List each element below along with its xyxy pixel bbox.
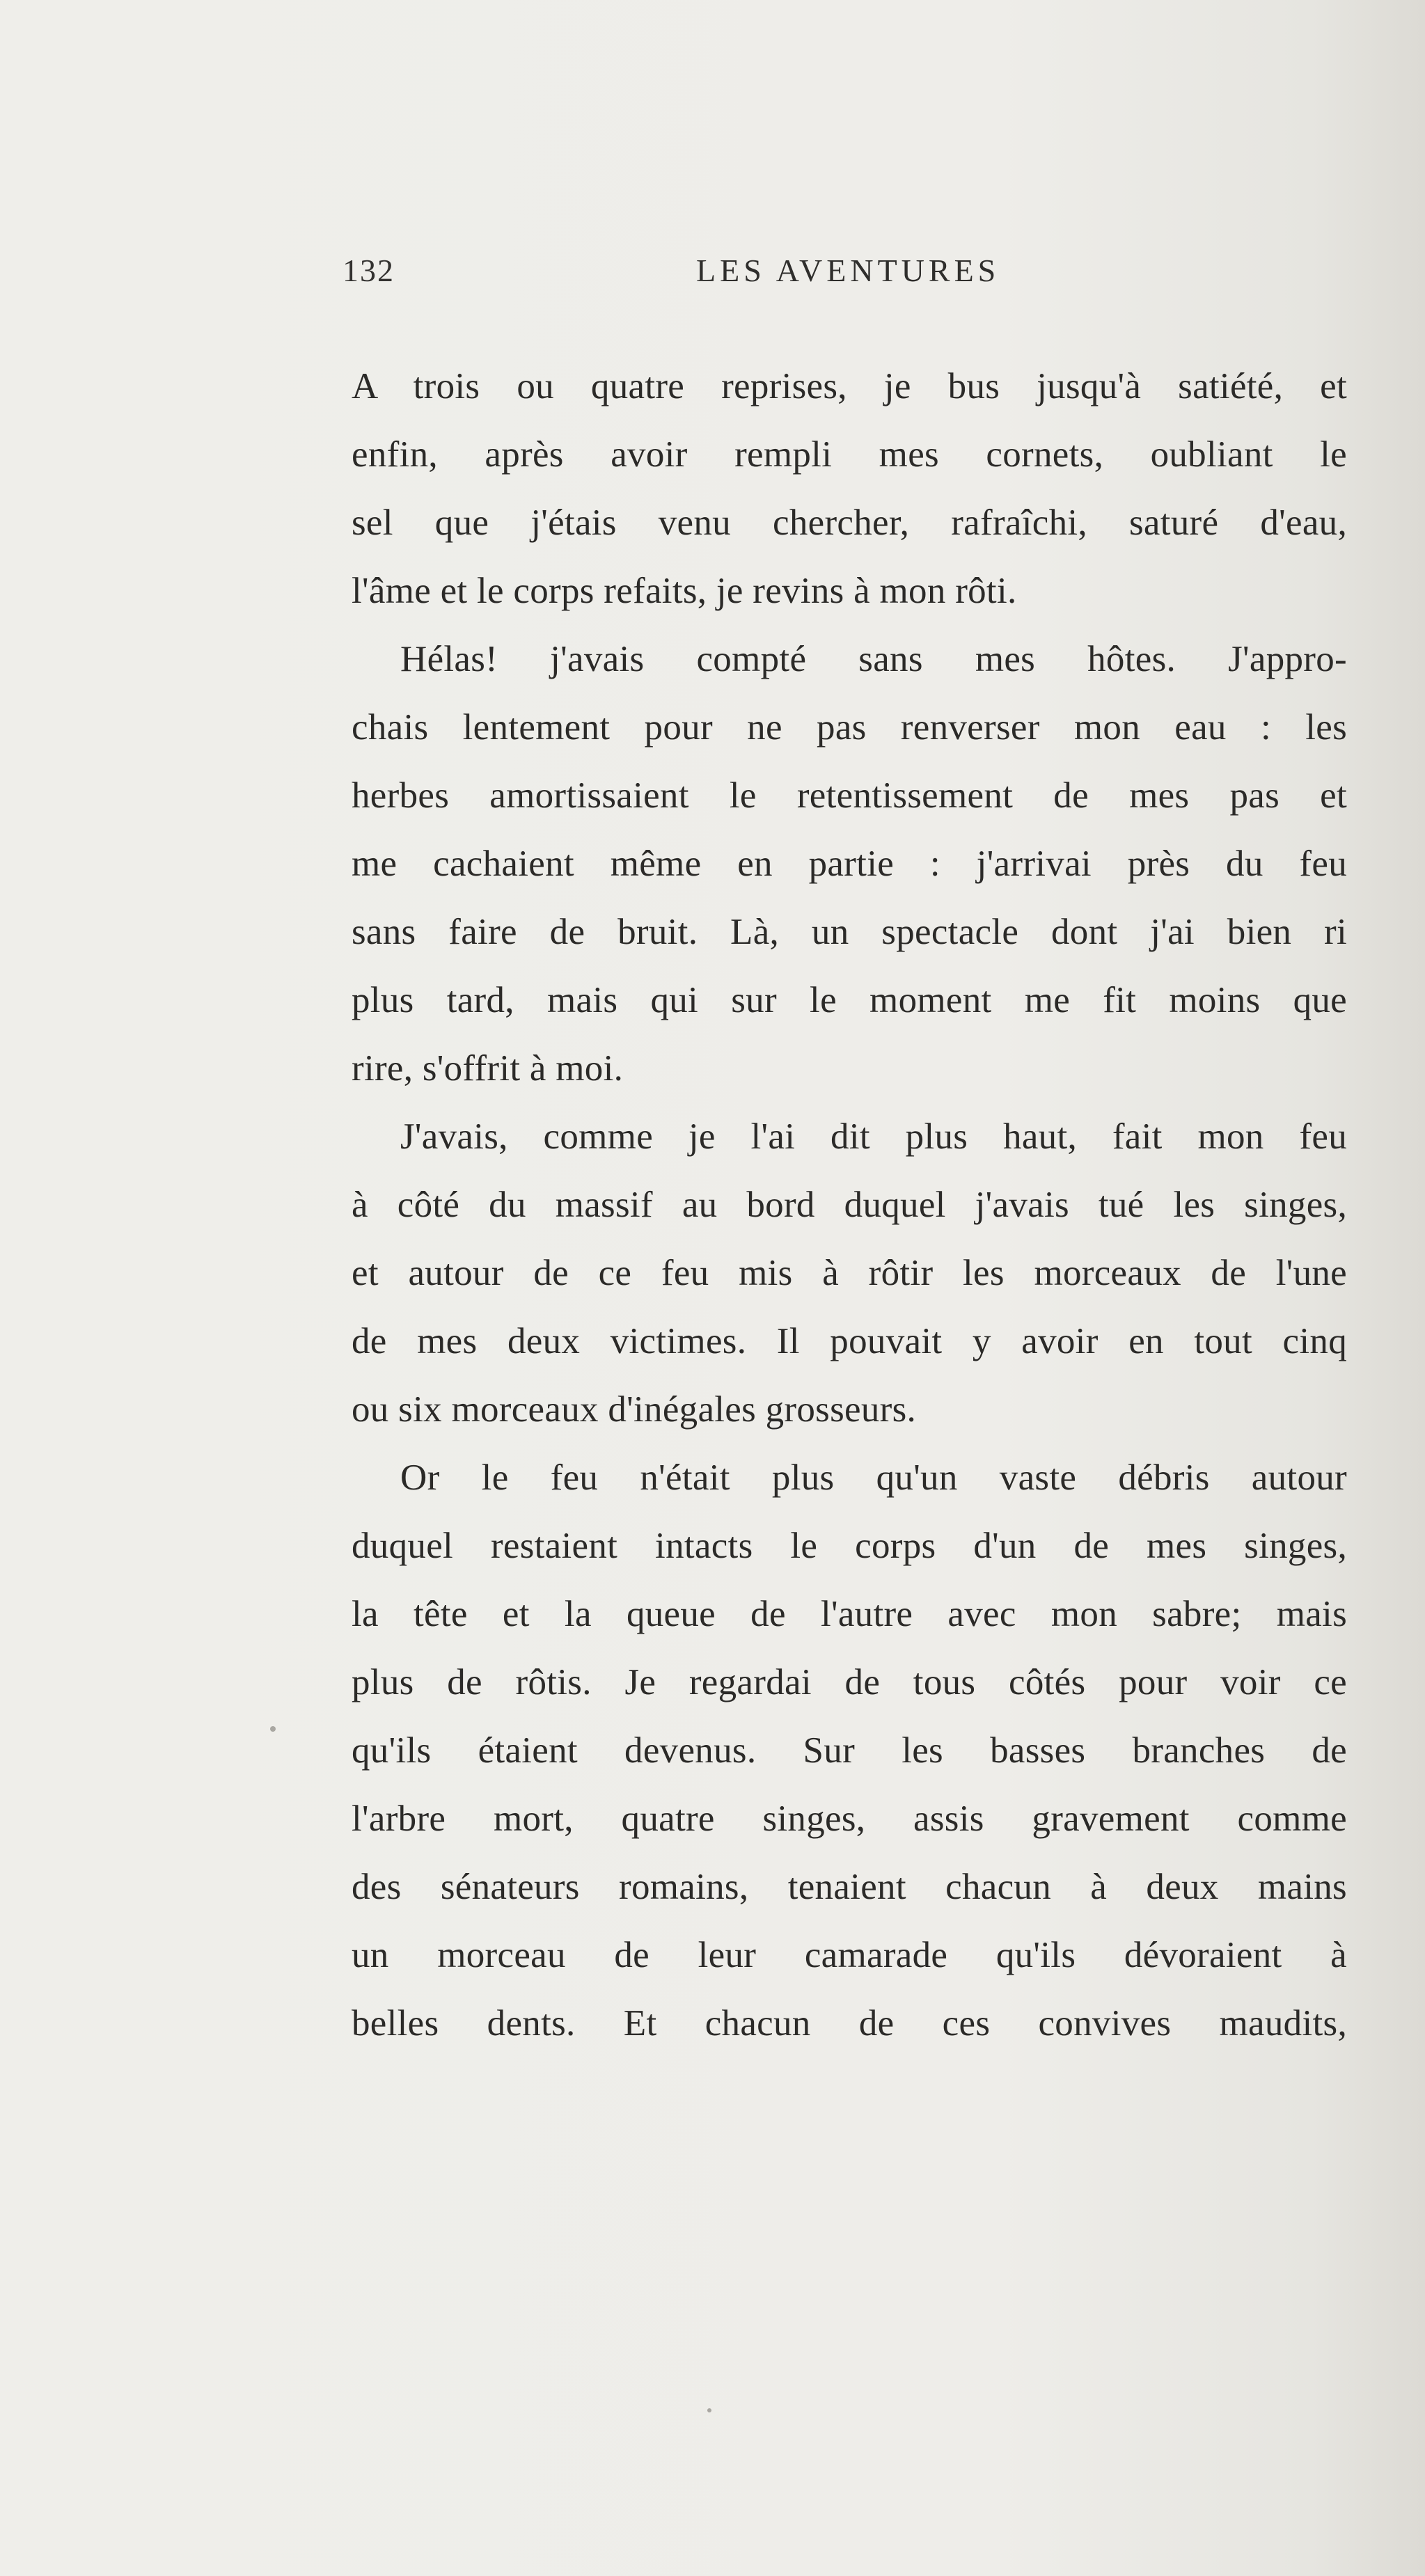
text-line: qu'ils étaient devenus. Sur les basses branches de: [352, 1730, 1347, 1771]
text-line: me cachaient même en partie : j'arrivai près du feu: [352, 844, 1347, 884]
text-line: la tête et la queue de l'autre avec mon sabre; mais: [352, 1594, 1347, 1634]
text-line: A trois ou quatre reprises, je bus jusqu'à satiété, et: [352, 366, 1347, 406]
body-text: [352, 352, 1347, 2057]
text-line: plus de rôtis. Je regardai de tous côtés pour voir ce: [352, 1662, 1347, 1702]
text-line: et autour de ce feu mis à rôtir les morceaux de l'une: [352, 1253, 1347, 1293]
paper-speck: [707, 2408, 711, 2412]
text-line: Hélas! j'avais compté sans mes hôtes. J'appro-: [400, 639, 1347, 679]
text-line: de mes deux victimes. Il pouvait y avoir en tout cinq: [352, 1321, 1347, 1361]
running-title: LES AVENTURES: [696, 253, 1000, 288]
text-line: des sénateurs romains, tenaient chacun à deux mains: [352, 1867, 1347, 1907]
text-line: belles dents. Et chacun de ces convives maudits,: [352, 2003, 1347, 2044]
text-line: sans faire de bruit. Là, un spectacle dont j'ai bien ri: [352, 912, 1347, 952]
text-line: J'avais, comme je l'ai dit plus haut, fait mon feu: [400, 1116, 1347, 1157]
text-line: sel que j'étais venu chercher, rafraîchi, saturé d'eau,: [352, 503, 1347, 543]
text-line: un morceau de leur camarade qu'ils dévoraient à: [352, 1935, 1347, 1975]
text-line: l'âme et le corps refaits, je revins à mon rôti.: [352, 571, 1017, 611]
paper-speck: [270, 1726, 276, 1732]
text-line: plus tard, mais qui sur le moment me fit moins que: [352, 980, 1347, 1020]
text-line: enfin, après avoir rempli mes cornets, oubliant le: [352, 434, 1347, 475]
text-line: rire, s'offrit à moi.: [352, 1048, 624, 1089]
page-number: 132: [343, 253, 395, 288]
text-line: duquel restaient intacts le corps d'un de mes singes,: [352, 1526, 1347, 1566]
page-header: [0, 252, 1425, 301]
text-line: herbes amortissaient le retentissement de mes pas et: [352, 775, 1347, 816]
text-line: ou six morceaux d'inégales grosseurs.: [352, 1389, 917, 1430]
text-line: chais lentement pour ne pas renverser mon eau : les: [352, 707, 1347, 748]
text-line: à côté du massif au bord duquel j'avais tué les singes,: [352, 1185, 1347, 1225]
text-line: Or le feu n'était plus qu'un vaste débris autour: [400, 1457, 1347, 1498]
text-line: l'arbre mort, quatre singes, assis gravement comme: [352, 1799, 1347, 1839]
